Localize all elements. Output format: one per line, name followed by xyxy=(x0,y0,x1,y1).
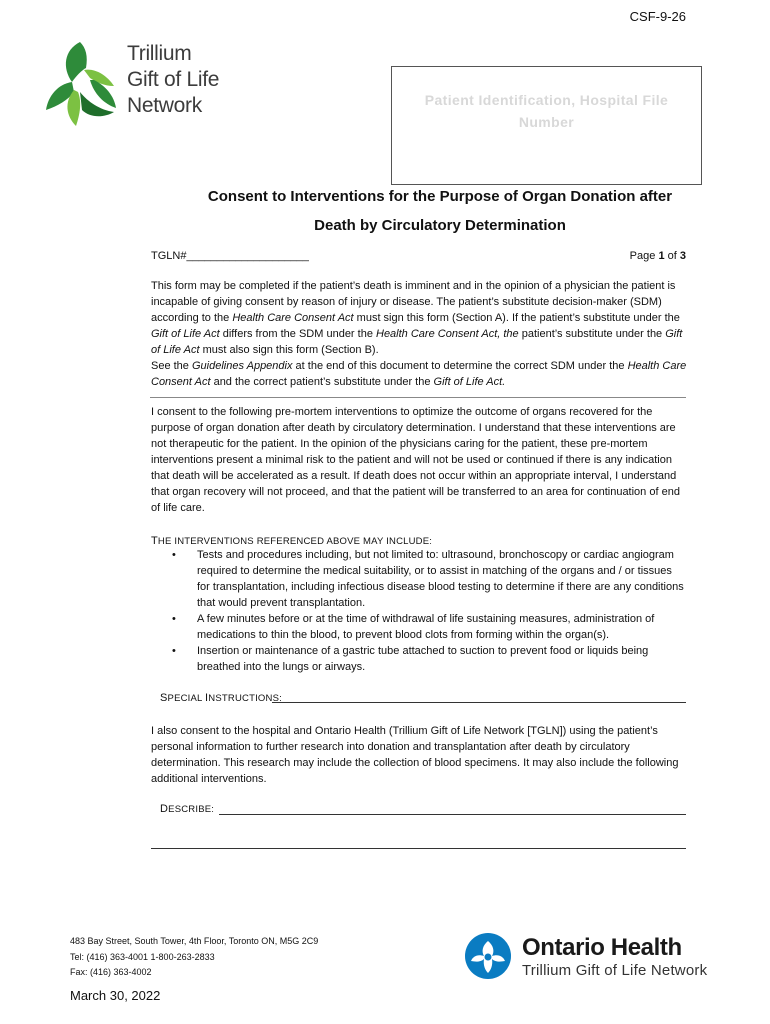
ontario-health-wordmark xyxy=(522,934,707,980)
trillium-wordmark xyxy=(127,41,219,119)
footer-tel: Tel: (416) 363-4001 1-800-263-2833 xyxy=(70,951,215,962)
consent-paragraph: I consent to the following pre-mortem interventions to optimize the outcome of organs recovered for the purpose of organ donation after death by circulatory determination. I understand that these interventions are not therapeutic for the patient. In the opinion of the physicians caring for the patient, these pre-mortem interventions present a minimal risk to the patient and will not be used or continued if there is any indication that death will be accelerated as a result. If death does not occur within an appropriate interval, I understand that organ recovery will not proceed, and that the patient will be transferred to an area for continuation of end of life care. xyxy=(151,406,680,514)
describe-input-line-2[interactable] xyxy=(151,848,686,849)
patient-id-box[interactable] xyxy=(391,66,702,185)
patient-id-line-1: Patient Identification, Hospital File xyxy=(424,92,669,108)
intro-italic: Health Care Consent Act, the xyxy=(376,328,519,340)
form-date: March 30, 2022 xyxy=(70,988,161,1003)
intro-text: patient’s substitute under the xyxy=(518,328,666,340)
intro-text: differs from the SDM under the xyxy=(219,328,376,340)
label-cap: D xyxy=(160,803,169,815)
page-label: Page xyxy=(629,250,656,262)
intro-paragraph xyxy=(151,278,691,390)
patient-id-placeholder xyxy=(392,89,701,133)
research-paragraph: I also consent to the hospital and Ontario Health (Trillium Gift of Life Network [TGLN]) using the patient’s personal information to further research into donation and transplantation after death by circulatory determination. This research may include the collection of blood specimens. It may also include the following additional interventions. xyxy=(151,725,679,785)
page-title-line-2: Death by Circulatory Determination xyxy=(314,217,566,234)
list-item-text: Insertion or maintenance of a gastric tube attached to suction to prevent food or liquids being breathed into the lungs or airways. xyxy=(197,645,649,673)
label-cap: S xyxy=(160,692,168,704)
ontario-health-logo-icon xyxy=(463,932,513,980)
bullet-icon: • xyxy=(172,613,176,625)
footer-contact xyxy=(70,934,318,981)
page-title-line-1: Consent to Interventions for the Purpose of Organ Donation after xyxy=(207,188,673,205)
intro-text: This form may be completed if the patient’s death is imminent and in the opinion of a physician the patient is incapable of giving consent by reason of injury or disease. The patient’s substitute decision-maker (SDM) according to the xyxy=(151,280,676,324)
logo-line-2: Gift of Life xyxy=(127,68,220,91)
intro-text: must also sign this form (Section B). xyxy=(199,344,379,356)
logo-line-1: Trillium xyxy=(127,42,192,65)
intro-italic: Guidelines Appendix xyxy=(191,360,293,372)
heading-cap: T xyxy=(151,535,158,547)
page-of: of xyxy=(667,250,677,262)
tgln-field[interactable]: TGLN#____________________ xyxy=(151,250,309,262)
bullet-icon: • xyxy=(172,549,176,561)
intro-italic: Gift of Life Act xyxy=(151,328,220,340)
divider xyxy=(150,397,686,398)
logo-line-3: Network xyxy=(127,94,202,117)
heading-rest: HE INTERVENTIONS REFERENCED ABOVE MAY INCLUDE: xyxy=(157,536,433,547)
patient-id-line-2: Number xyxy=(518,114,575,130)
interventions-list xyxy=(166,547,686,675)
describe-input[interactable] xyxy=(219,814,686,815)
intro-italic: Gift of Life Act xyxy=(151,328,683,356)
list-item xyxy=(166,611,686,643)
list-item-text: Tests and procedures including, but not limited to: ultrasound, bronchoscopy or cardiac angiogram required to determine the medical suitability, or to assist in matching of the organs and / or tissues for transplantation, including infectious disease blood testing to determine if there are any conditions that would prevent transplantation. xyxy=(197,549,684,609)
label-rest: PECIAL xyxy=(167,693,206,704)
list-item xyxy=(166,643,686,675)
footer-address: 483 Bay Street, South Tower, 4th Floor, Toronto ON, M5G 2C9 xyxy=(70,936,319,946)
page-current: 1 xyxy=(658,250,665,262)
intro-text: at the end of this document to determine the correct SDM under the xyxy=(292,360,628,372)
bullet-icon: • xyxy=(172,645,176,657)
ontario-health-sub: Trillium Gift of Life Network xyxy=(522,962,708,979)
special-instructions-input[interactable] xyxy=(272,702,686,703)
intro-text: and the correct patient’s substitute under the xyxy=(210,376,434,388)
footer-fax: Fax: (416) 363-4002 xyxy=(70,967,152,977)
special-instructions-label xyxy=(160,690,282,707)
intro-italic: Health Care Consent Act xyxy=(232,312,354,324)
list-item-text: A few minutes before or at the time of withdrawal of life sustaining measures, administration of medications to thin the blood, to prevent blood clots from forming within the organ(s). xyxy=(197,613,655,641)
label-cap: I xyxy=(205,692,209,704)
intro-italic: Health Care Consent Act xyxy=(151,360,687,388)
label-rest: ESCRIBE: xyxy=(168,804,215,815)
ontario-health-name: Ontario Health xyxy=(522,934,682,961)
describe-label xyxy=(160,801,214,818)
intro-italic: Gift of Life Act. xyxy=(433,376,506,388)
intro-text: must sign this form (Section A). If the patient’s substitute under the xyxy=(353,312,680,324)
page-total: 3 xyxy=(679,250,686,262)
intro-text: See the xyxy=(151,360,192,372)
form-code: CSF-9-26 xyxy=(629,9,686,24)
label-rest: NSTRUCTIONS: xyxy=(208,693,282,704)
page-indicator xyxy=(630,248,686,264)
list-item xyxy=(166,547,686,611)
